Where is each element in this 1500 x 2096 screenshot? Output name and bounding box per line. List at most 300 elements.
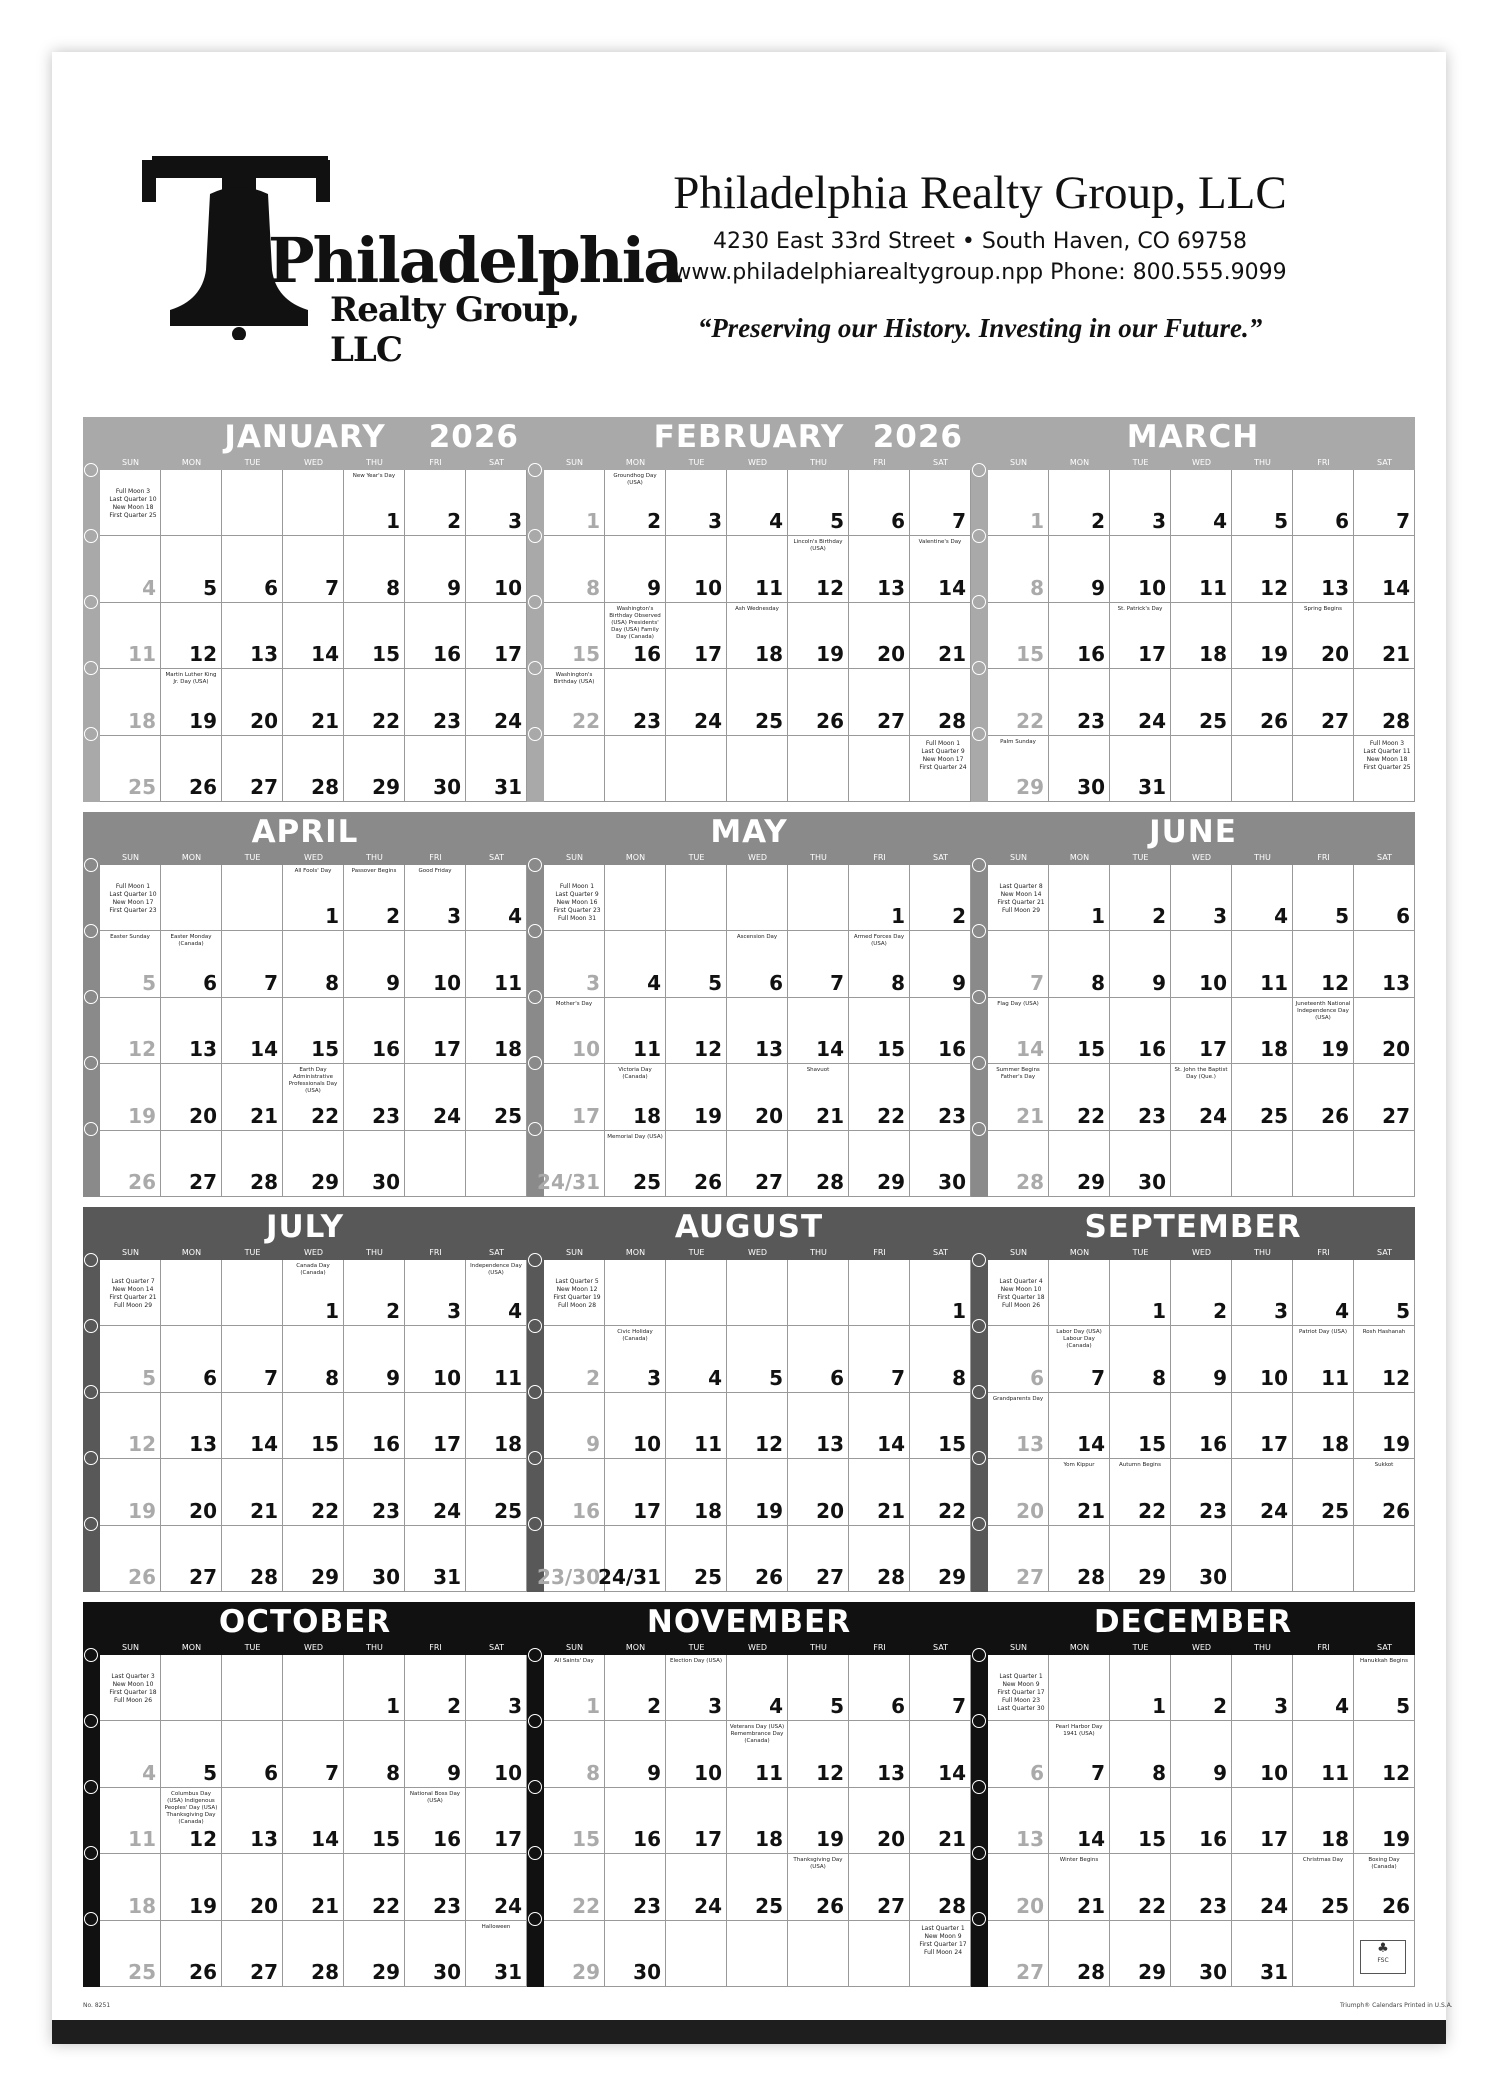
weekday-header-row bbox=[83, 1247, 527, 1260]
day-cell bbox=[344, 1788, 405, 1854]
day-cell bbox=[1171, 669, 1232, 735]
day-cell bbox=[849, 1393, 910, 1459]
weekday-label: THU bbox=[366, 1248, 383, 1257]
day-number: 25 bbox=[755, 1893, 783, 1918]
day-cell bbox=[161, 470, 222, 536]
holiday-label: Easter Monday (Canada) bbox=[170, 934, 212, 948]
holiday-label: Palm Sunday bbox=[1000, 738, 1036, 745]
day-cell bbox=[1232, 1131, 1293, 1197]
day-number: 29 bbox=[877, 1169, 905, 1194]
week-marker-icon bbox=[84, 1319, 98, 1333]
month-header-april bbox=[83, 812, 527, 852]
day-cell bbox=[605, 470, 666, 536]
day-number: 27 bbox=[877, 1893, 905, 1918]
day-number: 9 bbox=[447, 1760, 461, 1785]
day-cell bbox=[910, 669, 971, 735]
day-cell bbox=[910, 998, 971, 1064]
day-number: 13 bbox=[1016, 1827, 1044, 1852]
day-number: 26 bbox=[755, 1564, 783, 1589]
day-cell bbox=[988, 1260, 1049, 1326]
day-number: 27 bbox=[189, 1564, 217, 1589]
day-number: 15 bbox=[1138, 1827, 1166, 1852]
day-cell bbox=[466, 865, 527, 931]
day-number: 1 bbox=[586, 509, 600, 534]
day-number: 25 bbox=[128, 1959, 156, 1984]
day-number: 26 bbox=[1382, 1893, 1410, 1918]
day-cell bbox=[1110, 669, 1171, 735]
day-cell bbox=[1232, 931, 1293, 997]
holiday-label: Halloween bbox=[481, 1923, 511, 1930]
day-number: 28 bbox=[938, 1893, 966, 1918]
day-number: 27 bbox=[755, 1169, 783, 1194]
day-number: 14 bbox=[1077, 1432, 1105, 1457]
day-cell bbox=[910, 1921, 971, 1987]
day-number: 4 bbox=[1274, 904, 1288, 929]
day-cell bbox=[666, 1064, 727, 1130]
day-number: 31 bbox=[494, 774, 522, 799]
day-cell bbox=[283, 669, 344, 735]
weekday-label: SAT bbox=[1377, 458, 1392, 467]
day-number: 7 bbox=[1030, 970, 1044, 995]
day-cell bbox=[1293, 736, 1354, 802]
day-cell bbox=[1049, 1393, 1110, 1459]
day-cell bbox=[788, 998, 849, 1064]
day-cell bbox=[1232, 1854, 1293, 1920]
day-number: 30 bbox=[433, 774, 461, 799]
day-number: 10 bbox=[1199, 970, 1227, 995]
company-web-phone: www.philadelphiarealtygroup.npp Phone: 800.555.9099 bbox=[673, 260, 1287, 285]
day-cell bbox=[405, 1788, 466, 1854]
day-number: 22 bbox=[372, 708, 400, 733]
day-cell bbox=[344, 1921, 405, 1987]
day-number: 2 bbox=[647, 509, 661, 534]
day-cell bbox=[466, 1326, 527, 1392]
day-cell bbox=[161, 736, 222, 802]
day-cell bbox=[161, 1064, 222, 1130]
day-cell bbox=[466, 1260, 527, 1326]
day-number: 10 bbox=[1138, 575, 1166, 600]
weekday-label: MON bbox=[625, 853, 646, 862]
day-cell bbox=[605, 1655, 666, 1721]
day-cell bbox=[727, 536, 788, 602]
day-cell bbox=[666, 1459, 727, 1525]
day-number: 2 bbox=[447, 509, 461, 534]
day-cell bbox=[1049, 1854, 1110, 1920]
day-cell bbox=[1293, 1921, 1354, 1987]
week-number-strip bbox=[971, 1247, 988, 1592]
day-cell bbox=[283, 1854, 344, 1920]
day-cell bbox=[1110, 1260, 1171, 1326]
day-cell bbox=[727, 1131, 788, 1197]
day-cell bbox=[988, 1459, 1049, 1525]
day-cell bbox=[849, 470, 910, 536]
day-cell bbox=[1171, 1721, 1232, 1787]
day-number: 19 bbox=[1321, 1037, 1349, 1062]
month-header-february bbox=[527, 417, 971, 457]
day-number: 11 bbox=[633, 1037, 661, 1062]
day-number: 21 bbox=[250, 1498, 278, 1523]
weekday-label: THU bbox=[366, 1643, 383, 1652]
day-number: 10 bbox=[433, 970, 461, 995]
day-number: 23 bbox=[372, 1498, 400, 1523]
day-number: 22 bbox=[311, 1103, 339, 1128]
day-cell bbox=[283, 931, 344, 997]
day-cell bbox=[988, 1393, 1049, 1459]
quarter-3 bbox=[83, 1207, 1415, 1592]
day-number: 10 bbox=[572, 1037, 600, 1062]
day-cell bbox=[666, 865, 727, 931]
day-cell bbox=[727, 470, 788, 536]
day-number: 4 bbox=[708, 1365, 722, 1390]
day-cell bbox=[161, 536, 222, 602]
day-number: 1 bbox=[1030, 509, 1044, 534]
day-cell bbox=[605, 1921, 666, 1987]
day-cell bbox=[988, 1854, 1049, 1920]
day-number: 23 bbox=[433, 1893, 461, 1918]
day-cell bbox=[988, 470, 1049, 536]
day-number: 28 bbox=[938, 708, 966, 733]
day-number: 26 bbox=[816, 708, 844, 733]
week-marker-icon bbox=[528, 1912, 542, 1926]
week-marker-icon bbox=[972, 1912, 986, 1926]
day-cell bbox=[666, 536, 727, 602]
day-cell bbox=[1110, 470, 1171, 536]
weekday-label: TUE bbox=[1132, 1643, 1149, 1652]
day-cell bbox=[1171, 1393, 1232, 1459]
week-marker-icon bbox=[528, 529, 542, 543]
month-days-february bbox=[544, 470, 971, 802]
weekday-label: TUE bbox=[1132, 458, 1149, 467]
week-number-strip bbox=[83, 852, 100, 1197]
day-number: 8 bbox=[1030, 575, 1044, 600]
day-number: 21 bbox=[1016, 1103, 1044, 1128]
day-number: 26 bbox=[1260, 708, 1288, 733]
weekday-label: MON bbox=[625, 458, 646, 467]
day-number: 15 bbox=[311, 1432, 339, 1457]
week-marker-icon bbox=[84, 661, 98, 675]
day-cell bbox=[283, 1655, 344, 1721]
day-cell bbox=[727, 1326, 788, 1392]
month-year: 2026 bbox=[428, 419, 519, 455]
month-name: DECEMBER bbox=[1093, 1604, 1293, 1640]
day-cell bbox=[910, 736, 971, 802]
day-number: 21 bbox=[938, 642, 966, 667]
day-cell bbox=[788, 1526, 849, 1592]
day-number: 24 bbox=[433, 1498, 461, 1523]
day-cell bbox=[1171, 536, 1232, 602]
day-cell bbox=[788, 1459, 849, 1525]
day-cell bbox=[283, 1721, 344, 1787]
day-number: 26 bbox=[189, 1959, 217, 1984]
weekday-header-row bbox=[971, 457, 1415, 470]
day-number: 6 bbox=[203, 1365, 217, 1390]
day-cell bbox=[222, 1326, 283, 1392]
day-number: 2 bbox=[1213, 1694, 1227, 1719]
day-cell bbox=[1232, 865, 1293, 931]
day-number: 27 bbox=[250, 774, 278, 799]
day-cell bbox=[405, 536, 466, 602]
weekday-label: THU bbox=[1254, 1643, 1271, 1652]
holiday-label: Earth Day Administrative Professionals Day (USA) bbox=[288, 1067, 338, 1095]
day-cell bbox=[466, 998, 527, 1064]
day-cell bbox=[1293, 1459, 1354, 1525]
week-marker-icon bbox=[84, 1517, 98, 1531]
day-cell bbox=[988, 1921, 1049, 1987]
day-number: 27 bbox=[1016, 1564, 1044, 1589]
day-number: 5 bbox=[830, 509, 844, 534]
day-number: 9 bbox=[1213, 1760, 1227, 1785]
week-marker-icon bbox=[84, 727, 98, 741]
weekday-label: FRI bbox=[873, 1643, 886, 1652]
month-header-july bbox=[83, 1207, 527, 1247]
day-cell bbox=[1171, 1131, 1232, 1197]
weekday-label: WED bbox=[1191, 1248, 1212, 1257]
weekday-label: SAT bbox=[933, 1643, 948, 1652]
day-cell bbox=[988, 603, 1049, 669]
day-cell bbox=[466, 1655, 527, 1721]
weekday-label: MON bbox=[1069, 458, 1090, 467]
day-cell bbox=[1354, 931, 1415, 997]
day-number: 12 bbox=[128, 1037, 156, 1062]
day-cell bbox=[1354, 470, 1415, 536]
day-number: 27 bbox=[250, 1959, 278, 1984]
day-number: 7 bbox=[264, 1365, 278, 1390]
weekday-label: TUE bbox=[244, 1248, 261, 1257]
day-number: 20 bbox=[250, 708, 278, 733]
day-number: 23 bbox=[1077, 708, 1105, 733]
week-number-strip bbox=[83, 1247, 100, 1592]
day-cell bbox=[666, 1260, 727, 1326]
day-cell bbox=[849, 1655, 910, 1721]
day-cell bbox=[605, 1393, 666, 1459]
week-number-strip bbox=[527, 1247, 544, 1592]
day-number: 7 bbox=[952, 1694, 966, 1719]
day-cell bbox=[1110, 603, 1171, 669]
weekday-label: WED bbox=[303, 853, 324, 862]
day-cell bbox=[910, 470, 971, 536]
day-number: 27 bbox=[189, 1169, 217, 1194]
day-cell bbox=[1110, 1393, 1171, 1459]
day-cell bbox=[849, 1326, 910, 1392]
day-cell bbox=[344, 1064, 405, 1130]
day-number: 12 bbox=[1321, 970, 1349, 995]
day-cell bbox=[1354, 1721, 1415, 1787]
day-cell bbox=[1293, 470, 1354, 536]
day-number: 7 bbox=[1396, 509, 1410, 534]
day-cell bbox=[222, 931, 283, 997]
day-number: 6 bbox=[891, 509, 905, 534]
day-cell bbox=[100, 1393, 161, 1459]
holiday-label: Ash Wednesday bbox=[735, 605, 779, 612]
day-cell bbox=[405, 931, 466, 997]
day-cell bbox=[466, 1721, 527, 1787]
day-number: 20 bbox=[189, 1498, 217, 1523]
holiday-label: Summer Begins Father's Day bbox=[996, 1067, 1040, 1081]
quarter-4 bbox=[83, 1602, 1415, 1987]
weekday-header-row bbox=[83, 1642, 527, 1655]
day-cell bbox=[988, 1326, 1049, 1392]
day-cell bbox=[666, 1526, 727, 1592]
day-number: 24 bbox=[694, 708, 722, 733]
day-number: 9 bbox=[647, 1760, 661, 1785]
day-cell bbox=[788, 1721, 849, 1787]
day-cell bbox=[1232, 1921, 1293, 1987]
weekday-label: FRI bbox=[429, 1643, 442, 1652]
day-cell bbox=[222, 736, 283, 802]
day-cell bbox=[910, 1655, 971, 1721]
day-cell bbox=[788, 931, 849, 997]
day-number: 28 bbox=[1077, 1959, 1105, 1984]
day-number: 16 bbox=[1199, 1432, 1227, 1457]
day-cell bbox=[100, 603, 161, 669]
company-name: Philadelphia Realty Group, LLC bbox=[673, 167, 1287, 219]
day-cell bbox=[283, 865, 344, 931]
day-number: 21 bbox=[311, 1893, 339, 1918]
week-marker-icon bbox=[84, 1912, 98, 1926]
day-cell bbox=[222, 1064, 283, 1130]
weekday-header-row bbox=[83, 457, 527, 470]
week-marker-icon bbox=[528, 1648, 542, 1662]
day-number: 25 bbox=[128, 774, 156, 799]
day-cell bbox=[1293, 1526, 1354, 1592]
month-year: 2026 bbox=[872, 419, 963, 455]
day-number: 22 bbox=[311, 1498, 339, 1523]
holiday-label: Patriot Day (USA) bbox=[1299, 1329, 1347, 1336]
day-cell bbox=[1232, 1788, 1293, 1854]
day-cell bbox=[344, 1459, 405, 1525]
day-cell bbox=[727, 603, 788, 669]
holiday-label: Flag Day (USA) bbox=[997, 1000, 1039, 1007]
day-cell bbox=[405, 1131, 466, 1197]
day-cell bbox=[1110, 1921, 1171, 1987]
month-header-october bbox=[83, 1602, 527, 1642]
day-number: 16 bbox=[1138, 1037, 1166, 1062]
day-number: 12 bbox=[755, 1432, 783, 1457]
day-cell bbox=[727, 1721, 788, 1787]
weekday-label: TUE bbox=[244, 1643, 261, 1652]
day-number: 5 bbox=[1274, 509, 1288, 534]
day-cell bbox=[100, 1326, 161, 1392]
day-cell bbox=[910, 1459, 971, 1525]
week-marker-icon bbox=[84, 529, 98, 543]
day-cell bbox=[544, 1393, 605, 1459]
holiday-label: Election Day (USA) bbox=[670, 1658, 722, 1664]
day-cell bbox=[1232, 669, 1293, 735]
week-marker-icon bbox=[84, 1714, 98, 1728]
day-cell bbox=[1232, 1526, 1293, 1592]
day-cell bbox=[1049, 470, 1110, 536]
day-number: 24 bbox=[694, 1893, 722, 1918]
day-number: 20 bbox=[1321, 642, 1349, 667]
day-cell bbox=[344, 1260, 405, 1326]
day-cell bbox=[344, 865, 405, 931]
day-number: 29 bbox=[372, 1959, 400, 1984]
weekday-label: THU bbox=[1254, 853, 1271, 862]
day-number: 14 bbox=[311, 642, 339, 667]
day-cell bbox=[1354, 865, 1415, 931]
day-number: 20 bbox=[250, 1893, 278, 1918]
day-cell bbox=[283, 470, 344, 536]
weekday-label: FRI bbox=[873, 458, 886, 467]
day-cell bbox=[222, 603, 283, 669]
day-cell bbox=[727, 1854, 788, 1920]
day-cell bbox=[1110, 1788, 1171, 1854]
day-number: 16 bbox=[433, 642, 461, 667]
day-cell bbox=[1171, 736, 1232, 802]
day-cell bbox=[727, 931, 788, 997]
weekday-label: SAT bbox=[489, 1643, 504, 1652]
day-number: 11 bbox=[494, 970, 522, 995]
day-number: 16 bbox=[372, 1037, 400, 1062]
day-number: 14 bbox=[1016, 1037, 1044, 1062]
day-number: 26 bbox=[128, 1169, 156, 1194]
day-cell bbox=[283, 1064, 344, 1130]
weekday-label: MON bbox=[1069, 1643, 1090, 1652]
holiday-label: Washington's Birthday (USA) bbox=[553, 672, 595, 686]
day-cell bbox=[1110, 536, 1171, 602]
day-cell bbox=[666, 1393, 727, 1459]
week-marker-icon bbox=[972, 1780, 986, 1794]
day-number: 30 bbox=[1138, 1169, 1166, 1194]
day-number: 15 bbox=[877, 1037, 905, 1062]
week-number-strip bbox=[971, 457, 988, 802]
day-cell bbox=[910, 1526, 971, 1592]
day-cell bbox=[849, 1921, 910, 1987]
day-number: 3 bbox=[586, 970, 600, 995]
day-number: 7 bbox=[325, 575, 339, 600]
day-number: 20 bbox=[877, 1827, 905, 1852]
day-number: 24 bbox=[494, 708, 522, 733]
day-number: 29 bbox=[1138, 1959, 1166, 1984]
week-marker-icon bbox=[972, 924, 986, 938]
day-cell bbox=[1232, 603, 1293, 669]
day-number: 25 bbox=[755, 708, 783, 733]
day-cell bbox=[283, 1788, 344, 1854]
day-cell bbox=[727, 736, 788, 802]
day-cell bbox=[788, 1131, 849, 1197]
day-number: 17 bbox=[572, 1103, 600, 1128]
holiday-label: St. John the Baptist Day (Que.) bbox=[1174, 1067, 1228, 1081]
day-cell bbox=[1293, 669, 1354, 735]
day-cell bbox=[1293, 1326, 1354, 1392]
day-number: 29 bbox=[372, 774, 400, 799]
day-cell bbox=[466, 736, 527, 802]
day-cell bbox=[605, 1064, 666, 1130]
day-number: 26 bbox=[128, 1564, 156, 1589]
week-marker-icon bbox=[972, 463, 986, 477]
day-number: 9 bbox=[386, 1365, 400, 1390]
month-header-december bbox=[971, 1602, 1415, 1642]
day-cell bbox=[537, 1131, 605, 1197]
weekday-header-row bbox=[971, 852, 1415, 865]
day-cell bbox=[222, 1921, 283, 1987]
week-marker-icon bbox=[528, 990, 542, 1004]
day-cell bbox=[788, 1921, 849, 1987]
day-number: 3 bbox=[447, 1299, 461, 1324]
day-cell bbox=[1171, 1459, 1232, 1525]
day-number: 1 bbox=[1091, 904, 1105, 929]
day-cell bbox=[849, 1131, 910, 1197]
day-cell bbox=[598, 1526, 666, 1592]
week-marker-icon bbox=[528, 1451, 542, 1465]
weekday-label: MON bbox=[625, 1643, 646, 1652]
day-cell bbox=[344, 470, 405, 536]
day-number: 20 bbox=[877, 642, 905, 667]
day-cell bbox=[910, 1854, 971, 1920]
day-number: 22 bbox=[938, 1498, 966, 1523]
day-number: 19 bbox=[1260, 642, 1288, 667]
day-number: 22 bbox=[1138, 1498, 1166, 1523]
